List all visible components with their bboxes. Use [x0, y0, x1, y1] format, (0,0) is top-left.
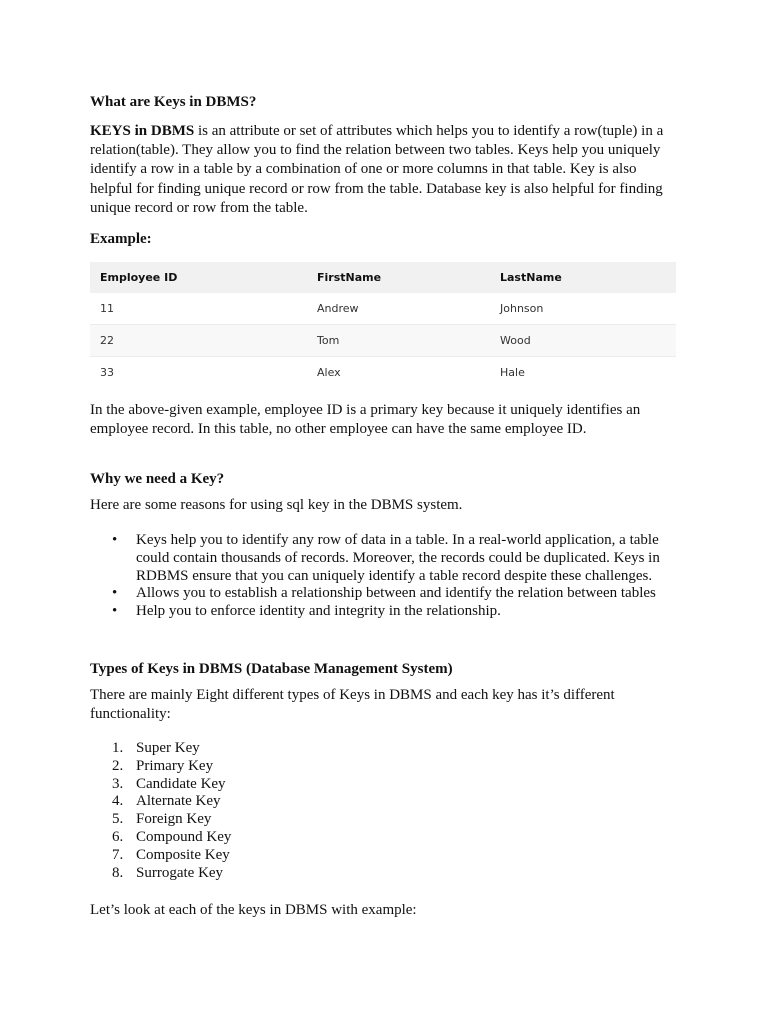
table-row [90, 293, 676, 325]
heading-types-of-keys: Types of Keys in DBMS (Database Management System) [90, 661, 453, 677]
keys-definition-lead: KEYS in DBMS [90, 123, 195, 139]
list-number: 8. [112, 864, 124, 881]
table-cell: 33 [100, 366, 114, 379]
list-item [90, 740, 680, 758]
keys-definition-text: is an attribute or set of attributes which helps you to identify a row(tuple) in a relation(table). They allow you to find the relation between two tables. Keys help you uniquely identify a row in a table by a combination of one or more columns in that table. Key is also helpful for finding unique record or row from the table. Database key is also helpful for finding unique record or row from the table. [90, 123, 664, 216]
table-cell: Andrew [317, 302, 359, 315]
list-item [90, 603, 680, 621]
table-cell: Alex [317, 366, 341, 379]
table-cell: Tom [317, 334, 340, 347]
table-header-firstname: FirstName [317, 271, 382, 284]
list-item [90, 829, 680, 847]
list-number: 7. [112, 846, 124, 863]
table-header-row [90, 262, 676, 293]
keys-definition-paragraph [90, 122, 680, 218]
list-item [90, 865, 680, 883]
list-item [90, 847, 680, 865]
list-item [90, 776, 680, 794]
list-item-text: Allows you to establish a relationship between and identify the relation between tables [136, 585, 656, 602]
list-item-text: Foreign Key [136, 811, 212, 828]
list-number: 1. [112, 740, 124, 756]
employee-table [90, 262, 676, 388]
heading-why-need-key: Why we need a Key? [90, 471, 225, 487]
table-row [90, 325, 676, 357]
list-item-text: Compound Key [136, 828, 232, 845]
list-item-text: Composite Key [136, 846, 230, 863]
list-number: 5. [112, 811, 124, 828]
list-item [90, 793, 680, 811]
list-item-text: Candidate Key [136, 775, 226, 792]
bullet-marker: • [112, 603, 118, 620]
list-item-text: Super Key [136, 740, 200, 756]
example-heading: Example: [90, 231, 152, 247]
list-number: 2. [112, 757, 124, 774]
reasons-intro: Here are some reasons for using sql key in the DBMS system. [90, 497, 463, 513]
heading-what-are-keys: What are Keys in DBMS? [90, 94, 257, 110]
reasons-list [90, 532, 680, 621]
list-number: 4. [112, 793, 124, 810]
list-item-text: Surrogate Key [136, 864, 224, 881]
table-cell: 11 [100, 302, 114, 315]
list-item [90, 532, 680, 585]
table-cell: Wood [500, 334, 531, 347]
key-types-list [90, 740, 680, 882]
list-item-text: Primary Key [136, 757, 214, 774]
table-cell: 22 [100, 334, 114, 347]
list-number: 3. [112, 775, 124, 792]
list-item-text: Help you to enforce identity and integrity in the relationship. [136, 603, 501, 620]
list-item-text: Keys help you to identify any row of data in a table. In a real-world application, a table could contain thousands of records. Moreover, the records could be duplicated. Keys in RDBMS ensure that you can uniquely identify a table record despite these challenges. [136, 532, 660, 584]
table-cell: Hale [500, 366, 525, 379]
list-item [90, 585, 680, 603]
list-number: 6. [112, 828, 124, 845]
list-item-text: Alternate Key [136, 793, 221, 810]
primary-key-explanation: In the above-given example, employee ID is a primary key because it uniquely identifies an employee record. In this table, no other employee can have the same employee ID. [90, 402, 641, 438]
list-item [90, 758, 680, 776]
table-cell: Johnson [500, 302, 544, 315]
types-intro: There are mainly Eight different types of Keys in DBMS and each key has it’s different functionality: [90, 687, 615, 723]
table-row [90, 357, 676, 389]
list-item [90, 811, 680, 829]
closing-sentence: Let’s look at each of the keys in DBMS with example: [90, 902, 417, 918]
bullet-marker: • [112, 585, 118, 602]
bullet-marker: • [112, 532, 118, 548]
table-header-employee-id: Employee ID [100, 271, 178, 284]
table-header-lastname: LastName [500, 271, 562, 284]
